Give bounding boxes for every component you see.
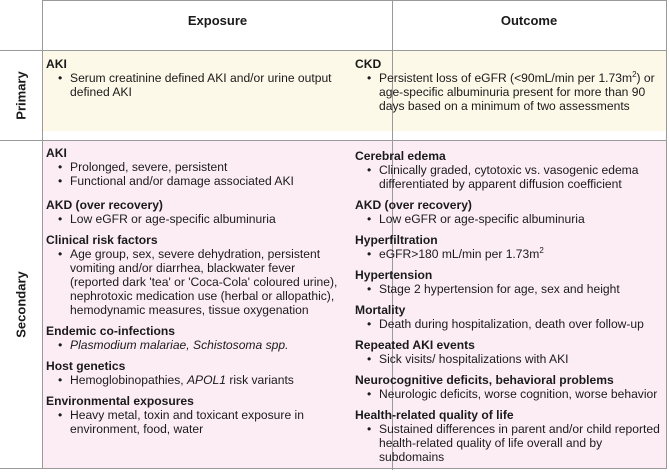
list-item: • Age group, sex, severe dehydration, persistent vomiting and/or diarrhea, blackwater fever (reported dark 'tea' or 'Coca-Cola' coloured urine), nephrotoxic medication use (herbal or allopathic), hemodynamic measures, tissue oxygenation: [70, 247, 344, 317]
secondary-exposure-coinf: [46, 324, 344, 352]
text-part: eGFR>180 mL/min per 1.73m: [379, 247, 540, 261]
text-part: ) or age-specific albuminuria present for more than 90 days based on a minimum of two assessments: [379, 71, 655, 113]
secondary-outcome-hypertension: [355, 268, 665, 296]
list-item: • Heavy metal, toxin and toxicant exposure in environment, food, water: [70, 408, 344, 436]
section-title: Hypertension: [355, 268, 433, 282]
secondary-outcome-neurocognitive: [355, 373, 665, 401]
list-item: • Stage 2 hypertension for age, sex and height: [379, 282, 665, 296]
primary-outcome-ckd: [355, 57, 661, 113]
section-title: Hyperfiltration: [355, 233, 438, 247]
section-title: Host genetics: [46, 359, 126, 373]
list-item: • Low eGFR or age-specific albuminuria: [70, 212, 344, 226]
section-title: Cerebral edema: [355, 149, 446, 163]
list-item: • Prolonged, severe, persistent: [70, 160, 344, 174]
section-title: CKD: [355, 57, 382, 71]
text-part: risk variants: [225, 373, 294, 387]
row-divider: [0, 140, 667, 141]
secondary-exposure-akd: [46, 198, 344, 226]
section-title: AKD (over recovery): [46, 198, 163, 212]
outcome-header: Outcome: [500, 12, 558, 28]
list-item: • Neurologic deficits, worse cognition, worse behavior: [379, 387, 665, 401]
section-title: Environmental exposures: [46, 394, 194, 408]
row-label-secondary: [0, 141, 42, 468]
primary-exposure-cell: [46, 57, 346, 106]
section-title: Endemic co-infections: [46, 324, 176, 338]
text-part: APOL1: [186, 373, 226, 387]
section-title: Health-related quality of life: [355, 408, 514, 422]
secondary-outcome-cell: [355, 149, 665, 471]
secondary-outcome-hyperfiltration: [355, 233, 665, 261]
section-title: Clinical risk factors: [46, 233, 158, 247]
row-label-primary: [0, 50, 42, 140]
list-item: • Sustained differences in parent and/or child reported health-related quality of life overall and by subdomains: [379, 422, 665, 464]
secondary-exposure-cell: [46, 146, 344, 443]
text-part: Persistent loss of eGFR (<90mL/min per 1.73m: [379, 71, 633, 85]
list-item: • Clinically graded, cytotoxic vs. vasogenic edema differentiated by apparent diffusion coefficient: [379, 163, 665, 191]
list-item: • Low eGFR or age-specific albuminuria: [379, 212, 665, 226]
secondary-outcome-mortality: [355, 303, 665, 331]
secondary-outcome-hrqol: [355, 408, 665, 464]
secondary-exposure-env: [46, 394, 344, 436]
primary-outcome-cell: [355, 57, 661, 120]
exposure-header: Exposure: [187, 12, 248, 28]
secondary-outcome-edema: [355, 149, 665, 191]
superscript: 2: [632, 69, 637, 79]
section-title: AKI: [46, 146, 67, 160]
secondary-outcome-repeated-aki: [355, 338, 665, 366]
secondary-exposure-aki: [46, 146, 344, 188]
section-title: AKI: [46, 57, 67, 71]
secondary-exposure-genetics: [46, 359, 344, 387]
secondary-exposure-risk: [46, 233, 344, 317]
list-item: • Serum creatinine defined AKI and/or urine output defined AKI: [70, 71, 346, 99]
text-part: Hemoglobinopathies,: [70, 373, 187, 387]
list-item: [70, 373, 344, 387]
list-item: • Plasmodium malariae, Schistosoma spp.: [70, 338, 344, 352]
section-title: AKD (over recovery): [355, 198, 472, 212]
header-divider: [0, 50, 667, 51]
section-title: Neurocognitive deficits, behavioral problems: [355, 373, 614, 387]
row-label-primary-text: Primary: [13, 70, 29, 120]
primary-exposure-aki: [46, 57, 346, 99]
list-item: [379, 71, 661, 113]
row-label-secondary-text: Secondary: [13, 271, 29, 338]
secondary-outcome-akd: [355, 198, 665, 226]
superscript: 2: [539, 245, 544, 255]
list-item: • Functional and/or damage associated AKI: [70, 174, 344, 188]
list-item: • Death during hospitalization, death over follow-up: [379, 317, 665, 331]
section-title: Repeated AKI events: [355, 338, 475, 352]
section-title: Mortality: [355, 303, 406, 317]
list-item: [379, 247, 665, 261]
list-item: • Sick visits/ hospitalizations with AKI: [379, 352, 665, 366]
